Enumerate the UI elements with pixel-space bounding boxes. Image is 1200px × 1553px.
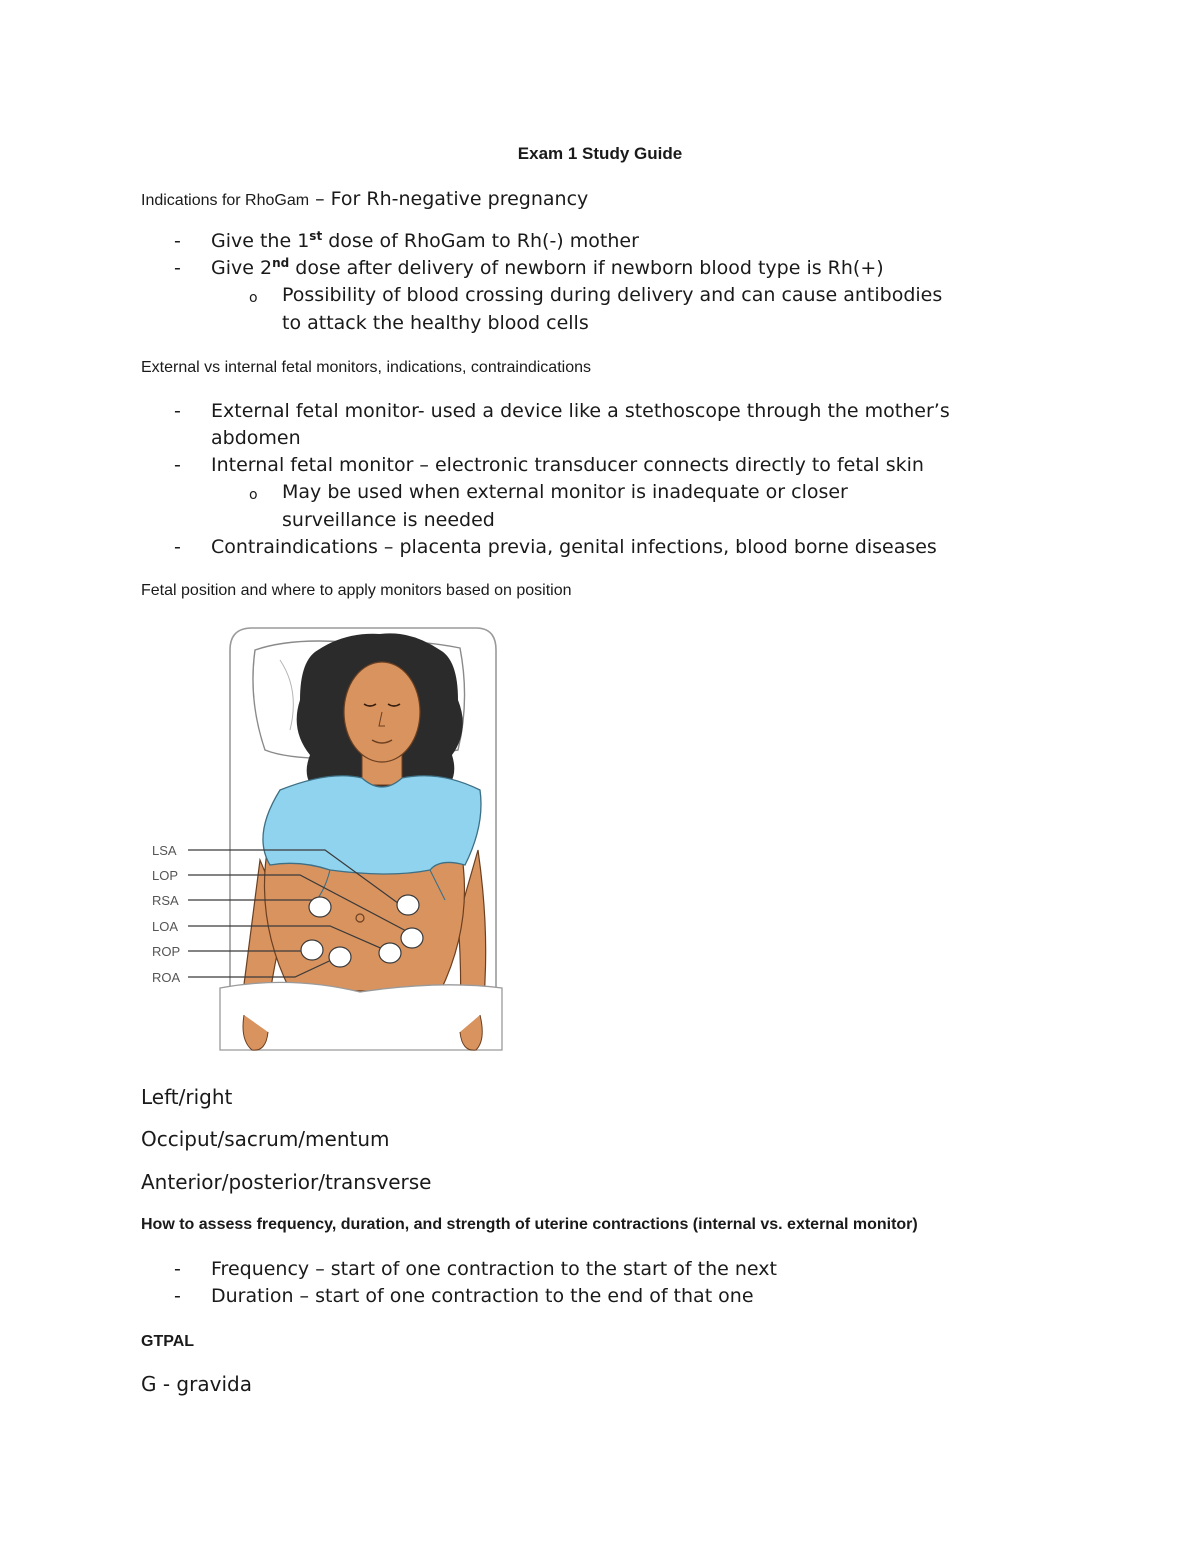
monitors-sub-line-2: surveillance is needed	[282, 509, 495, 531]
rhogam-sub-line-1: Possibility of blood crossing during delivery and can cause antibodies	[282, 284, 943, 306]
label-rsa: RSA	[152, 893, 179, 908]
monitors-heading: External vs internal fetal monitors, indications, contraindications	[141, 359, 591, 376]
contractions-bullet-1: Frequency – start of one contraction to the start of the next	[211, 1258, 777, 1280]
bullet-dash: -	[174, 536, 181, 558]
bullet-dash: -	[174, 400, 181, 422]
shirt	[263, 776, 481, 874]
monitor-site-loa	[379, 943, 401, 963]
monitors-bullet-2: Internal fetal monitor – electronic transducer connects directly to fetal skin	[211, 454, 924, 476]
label-rop: ROP	[152, 944, 181, 959]
rhogam-b2-pre: Give 2	[211, 257, 273, 279]
page-title: Exam 1 Study Guide	[517, 144, 683, 163]
label-roa: ROA	[152, 970, 181, 985]
rhogam-sub-line-2: to attack the healthy blood cells	[282, 312, 589, 334]
bullet-dash: -	[174, 257, 181, 279]
monitor-site-rsa	[309, 897, 331, 917]
rhogam-bullet-1	[211, 230, 639, 252]
gtpal-heading: GTPAL	[141, 1333, 195, 1350]
monitors-bullet-3: Contraindications – placenta previa, genital infections, blood borne diseases	[211, 536, 937, 558]
bullet-dash: -	[174, 1258, 181, 1280]
rhogam-bullet-2	[211, 257, 884, 279]
position-heading: Fetal position and where to apply monitors based on position	[141, 582, 572, 599]
label-lop: LOP	[152, 868, 179, 883]
monitor-site-lsa	[397, 895, 419, 915]
term-presenting-part: Occiput/sacrum/mentum	[141, 1127, 390, 1151]
monitors-sub-line-1: May be used when external monitor is inadequate or closer	[282, 481, 848, 503]
monitor-site-roa	[329, 947, 351, 967]
label-lsa: LSA	[152, 843, 177, 858]
term-left-right: Left/right	[141, 1085, 233, 1109]
bullet-dash: -	[174, 230, 181, 252]
bullet-o: o	[249, 290, 258, 306]
rhogam-b1-pre: Give the 1	[211, 230, 310, 252]
label-loa: LOA	[152, 919, 179, 934]
rhogam-b2-sup: nd	[272, 256, 290, 270]
rhogam-b1-post: dose of RhoGam to Rh(-) mother	[322, 230, 639, 252]
contractions-bullet-2: Duration – start of one contraction to the end of that one	[211, 1285, 754, 1307]
bullet-dash: -	[174, 454, 181, 476]
bullet-dash: -	[174, 1285, 181, 1307]
rhogam-heading	[141, 188, 588, 210]
monitor-site-lop	[401, 928, 423, 948]
rhogam-heading-sep: –	[309, 188, 331, 210]
rhogam-b2-post: dose after delivery of newborn if newborn blood type is Rh(+)	[289, 257, 884, 279]
bullet-o: o	[249, 487, 258, 503]
monitor-site-rop	[301, 940, 323, 960]
rhogam-b1-sup: st	[309, 229, 323, 243]
contractions-heading: How to assess frequency, duration, and strength of uterine contractions (internal vs. external monitor)	[141, 1216, 918, 1233]
gtpal-gravida: G - gravida	[141, 1372, 252, 1396]
fetal-position-illustration	[140, 620, 510, 1060]
term-orientation: Anterior/posterior/transverse	[141, 1170, 432, 1194]
monitors-bullet-1-line-2: abdomen	[211, 427, 301, 449]
rhogam-subtitle: For Rh-negative pregnancy	[330, 188, 589, 210]
rhogam-heading-label: Indications for RhoGam	[141, 192, 310, 209]
monitors-bullet-1-line-1: External fetal monitor- used a device like a stethoscope through the mother’s	[211, 400, 950, 422]
